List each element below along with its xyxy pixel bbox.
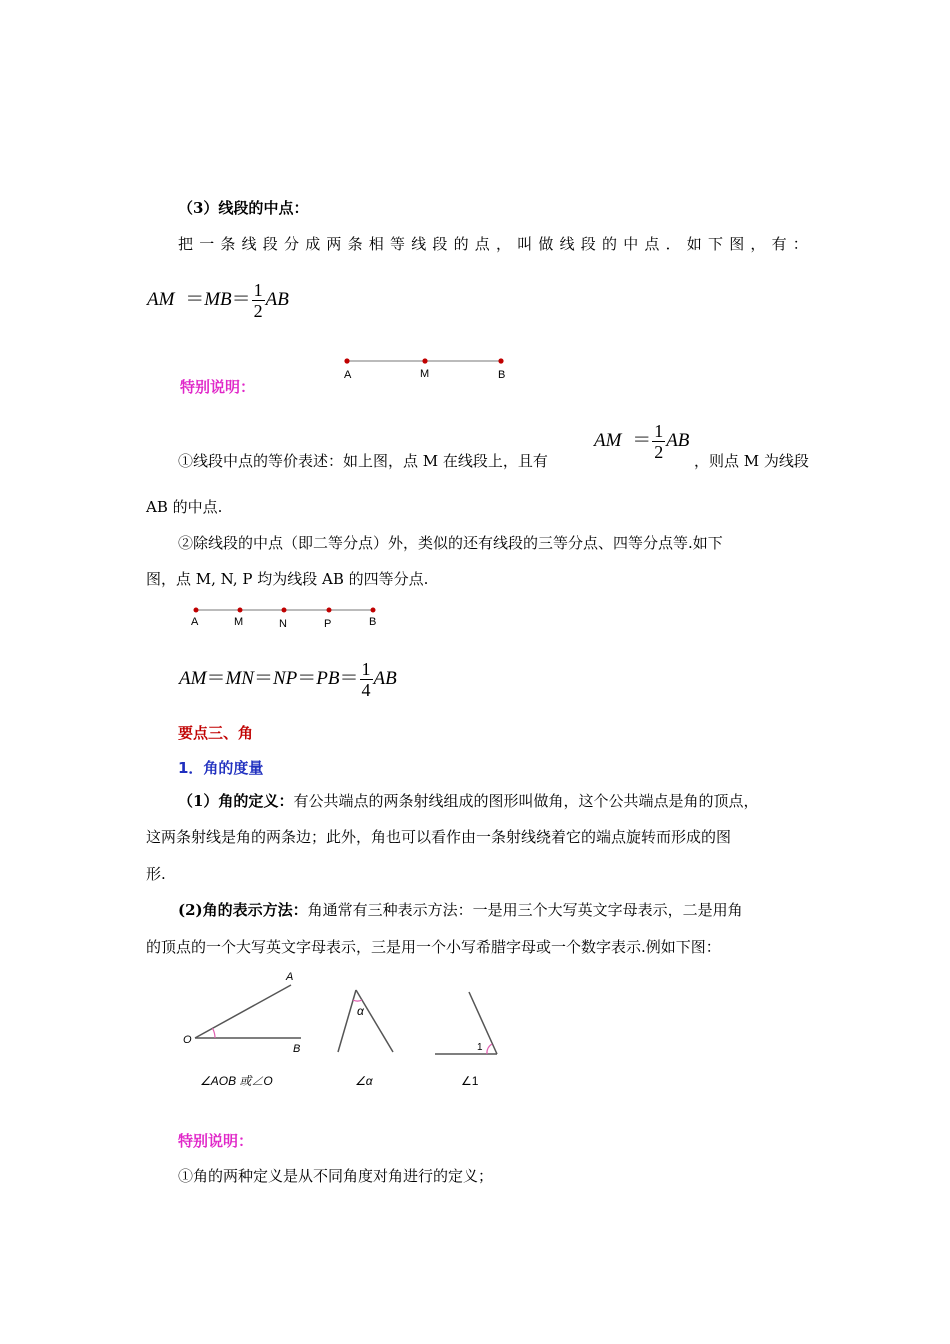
note2-line1: ②除线段的中点（即二等分点）外，类似的还有线段的三等分点、四等分点等.如下 [178,534,723,552]
caption-alpha: ∠α [355,1074,373,1088]
point-b [498,358,503,363]
angle-definition-text1: 有公共端点的两条射线组成的图形叫做角，这个公共端点是角的顶点， [293,792,759,810]
point-m-2 [238,608,243,613]
eq1-equals-b: ＝ [231,288,251,310]
angle-representation-label: (2)角的表示方法： [178,901,308,919]
angle-representation-text1: 角通常有三种表示方法：一是用三个大写英文字母表示，二是用角 [307,901,743,919]
ray-one-side [469,992,497,1054]
label-a: A [344,369,352,381]
label-m-2: M [234,616,244,628]
angle-definition-label: （1）角的定义： [178,792,294,810]
eq1-lhs: AM [147,288,175,310]
eq2-denominator: 4 [361,680,371,700]
eq1-denominator: 2 [253,301,263,321]
label-a-2: A [191,616,199,628]
ray-alpha-right [356,990,393,1052]
label-b: B [498,369,506,381]
label-angle-b: B [293,1043,301,1055]
caption-one: ∠1 [461,1074,479,1088]
eq2-part-am: AM [179,667,207,689]
angle-definition-line3: 形. [146,865,166,883]
arc-alpha [353,1000,362,1001]
angle-representation-line1 [178,900,743,920]
note1-denominator: 2 [654,442,664,462]
eq1-equals-a: ＝ [185,288,205,310]
eq2-equals-1: ＝ [206,667,226,689]
note1-continuation: AB 的中点. [146,498,223,516]
note2-line2: 图，点 M, N, P 均为线段 AB 的四等分点. [146,570,429,588]
point-b-2 [371,608,376,613]
label-b-2: B [369,616,377,628]
angle-note-1: ①角的两种定义是从不同角度对角进行的定义； [178,1167,494,1185]
eq1-rhs: AB [265,288,289,310]
angle-definition-line2: 这两条射线是角的两条边；此外，角也可以看作由一条射线绕着它的端点旋转而形成的图 [146,828,732,846]
angle-measure-heading: 1．角的度量 [178,759,264,777]
label-p-2: P [324,618,332,630]
note1-numerator: 1 [654,421,664,441]
equation-quarters [179,659,397,700]
section-heading-midpoint: （3）线段的中点： [178,199,309,217]
eq2-equals-4: ＝ [339,667,359,689]
label-m: M [420,368,430,380]
special-note-label-1: 特别说明： [180,378,256,396]
equation-midpoint [147,280,289,321]
eq2-part-np: NP [272,667,298,689]
angle-one [435,992,497,1088]
point-n-2 [282,608,287,613]
point-m [422,358,427,363]
label-angle-a: A [286,971,294,983]
eq2-rhs: AB [373,667,397,689]
segment-midpoint-figure [335,352,520,384]
angle-definition-line1 [178,791,758,811]
segment-quarters-figure [185,602,390,634]
angle-aob [183,971,301,1088]
label-angle-o: O [183,1034,192,1046]
point-a [344,358,349,363]
eq1-mid: MB [204,288,232,310]
caption-aob: ∠AOB 或∠O [200,1074,273,1088]
note1-eq-lhs: AM [594,429,622,451]
ray-alpha-left [338,990,356,1052]
eq2-equals-2: ＝ [253,667,273,689]
point-a-2 [194,608,199,613]
special-note-label-2: 特别说明： [178,1132,254,1150]
note1-suffix: ，则点 M 为线段 [694,452,809,470]
note1-eq-equals: ＝ [632,429,652,451]
note1-equation [594,421,689,462]
eq2-fraction [360,659,373,700]
label-alpha: α [357,1004,364,1018]
eq1-fraction [252,280,265,321]
angle-representation-line2: 的顶点的一个大写英文字母表示，三是用一个小写希腊字母或一个数字表示.例如下图： [146,938,721,956]
note1-fraction [652,421,665,462]
label-n-2: N [279,618,287,630]
angle-alpha [338,990,393,1088]
keypoint3-heading: 要点三、角 [178,724,254,742]
eq2-equals-3: ＝ [297,667,317,689]
label-one: 1 [477,1042,483,1053]
eq2-part-pb: PB [316,667,340,689]
note1-prefix: ①线段中点的等价表述：如上图，点 M 在线段上，且有 [178,452,548,470]
arc-o [213,1028,216,1038]
note1-eq-rhs: AB [666,429,690,451]
eq2-numerator: 1 [361,659,371,679]
eq1-numerator: 1 [253,280,263,300]
arc-one [487,1044,492,1054]
ray-oa [195,985,291,1038]
eq2-part-mn: MN [225,667,254,689]
angle-notation-figure [175,965,520,1095]
midpoint-definition: 把一条线段分成两条相等线段的点，叫做线段的中点．如下图，有： [178,235,815,253]
point-p-2 [327,608,332,613]
